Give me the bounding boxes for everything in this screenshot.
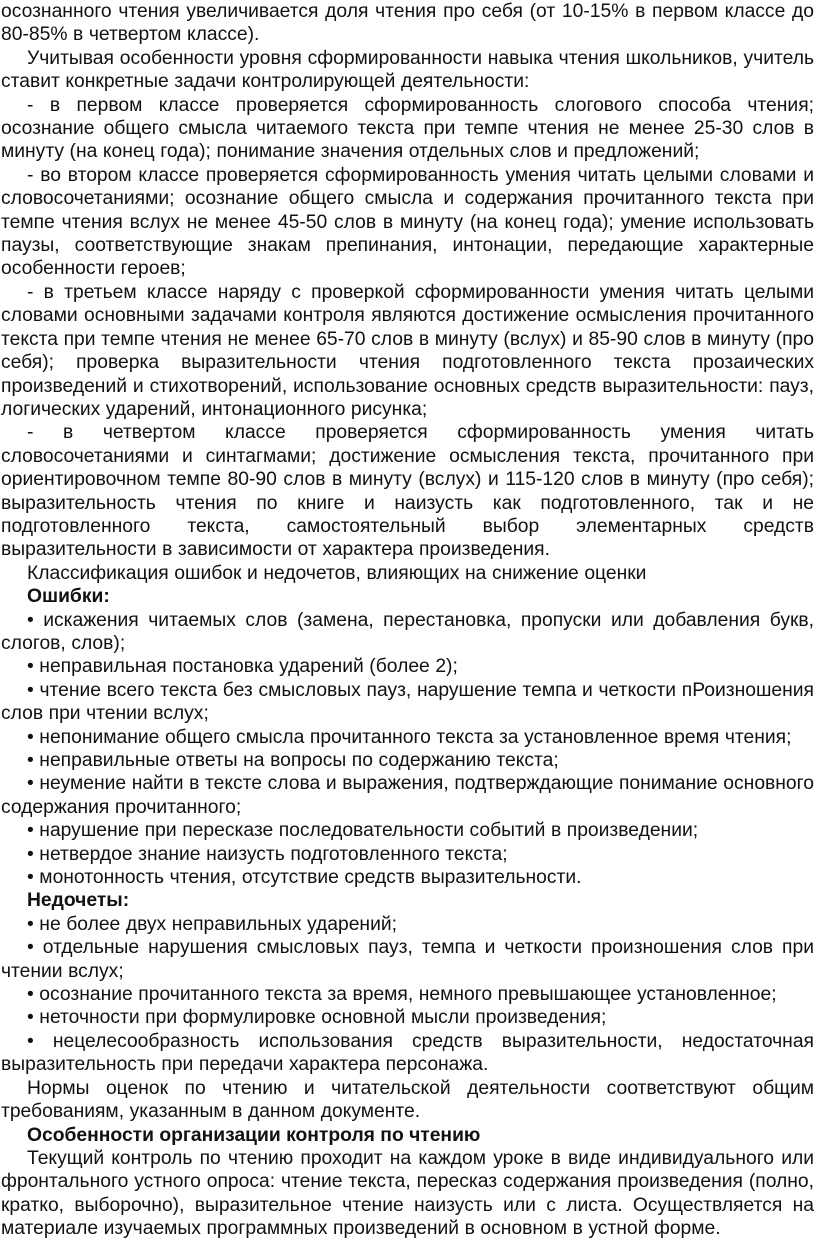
paragraph-classification: Классификация ошибок и недочетов, влияющих на снижение оценки <box>27 562 647 584</box>
paragraph-continuation: осознанного чтения увеличивается доля чтения про себя (от 10-15% в первом классе до 80-85% в четвертом классе). <box>1 1 814 46</box>
shortcoming-item: • отдельные нарушения смысловых пауз, темпа и четкости произношения слов при чтении вслух; <box>1 937 814 982</box>
paragraph-grade-3: - в третьем классе наряду с проверкой сформированности умения читать целыми словами основными задачами контроля являются достижение осмысления прочитанного текста при темпе чтения не менее 65-70 слов в минуту (вслух) и 85-90 слов в минуту (про себя); проверка выразительности чтения подготовленного текста прозаических произведений и стихотворений, использование основных средств выразительности: пауз, логических ударений, интонационного рисунка; <box>1 281 814 420</box>
paragraph-control: Текущий контроль по чтению проходит на каждом уроке в виде индивидуального или фронтального устного опроса: чтение текста, пересказ содержания произведения (полно, кратко, выборочно), выразительное чтение наизусть или с листа. Осуществляется на материале изучаемых программных произведений в основном в устной форме. <box>1 1147 814 1240</box>
paragraph-norms: Нормы оценок по чтению и читательской деятельности соответствуют общим требованиям, указанным в данном документе. <box>1 1077 814 1123</box>
error-item: • искажения читаемых слов (замена, перестановка, пропуски или добавления букв, слогов, слов); <box>1 609 814 654</box>
paragraph-intro-tasks: Учитывая особенности уровня сформированности навыка чтения школьников, учитель ставит конкретные задачи контролирующей деятельности: <box>1 47 814 93</box>
error-item: • неумение найти в тексте слова и выражения, подтверждающие понимание основного содержания прочитанного; <box>1 773 814 818</box>
error-item: • нарушение при пересказе последовательности событий в произведении; <box>27 820 699 842</box>
shortcomings-heading: Недочеты: <box>27 890 130 912</box>
error-item: • нетвердое знание наизусть подготовленного текста; <box>27 843 508 865</box>
error-item: • монотонность чтения, отсутствие средств выразительности. <box>27 867 582 889</box>
error-item: • неправильные ответы на вопросы по содержанию текста; <box>27 750 559 771</box>
paragraph-grade-1: - в первом классе проверяется сформированность слогового способа чтения; осознание общего смысла читаемого текста при темпе чтения не менее 25-30 слов в минуту (на конец года); понимание значения отдельных слов и предложений; <box>1 94 814 163</box>
shortcoming-item: • осознание прочитанного текста за время, немного превышающее установленное; <box>27 984 777 1006</box>
error-item: • неправильная постановка ударений (более 2); <box>27 656 458 678</box>
errors-heading: Ошибки: <box>27 586 110 608</box>
error-item: • непонимание общего смысла прочитанного текста за установленное время чтения; <box>27 726 792 748</box>
error-item: • чтение всего текста без смысловых пауз, нарушение темпа и четкости пРоизношения слов при чтении вслух; <box>1 679 814 725</box>
shortcoming-item: • не более двух неправильных ударений; <box>27 913 397 935</box>
paragraph-grade-2: - во втором классе проверяется сформированность умения читать целыми словами и словосочетаниями; осознание общего смысла и содержания прочитанного текста при темпе чтения вслух не менее 45-50 слов в минуту (на конец года); умение использовать паузы, соответствующие знакам препинания, интонации, передающие характерные особенности героев; <box>1 164 814 280</box>
control-heading: Особенности организации контроля по чтению <box>27 1124 481 1146</box>
shortcoming-item: • неточности при формулировке основной мысли произведения; <box>27 1007 607 1029</box>
paragraph-grade-4: - в четвертом классе проверяется сформированность умения читать словосочетаниями и синтагмами; достижение осмысления текста, прочитанного при ориентировочном темпе 80-90 слов в минуту (вслух) и 115-120 слов в минуту (про себя); выразительность чтения по книге и наизусть как подготовленного, так и не подготовленного текста, самостоятельный выбор элементарных средств выразительности в зависимости от характера произведения. <box>1 422 814 561</box>
shortcoming-item: • нецелесообразность использования средств выразительности, недостаточная выразительность при передачи характера персонажа. <box>1 1030 814 1076</box>
